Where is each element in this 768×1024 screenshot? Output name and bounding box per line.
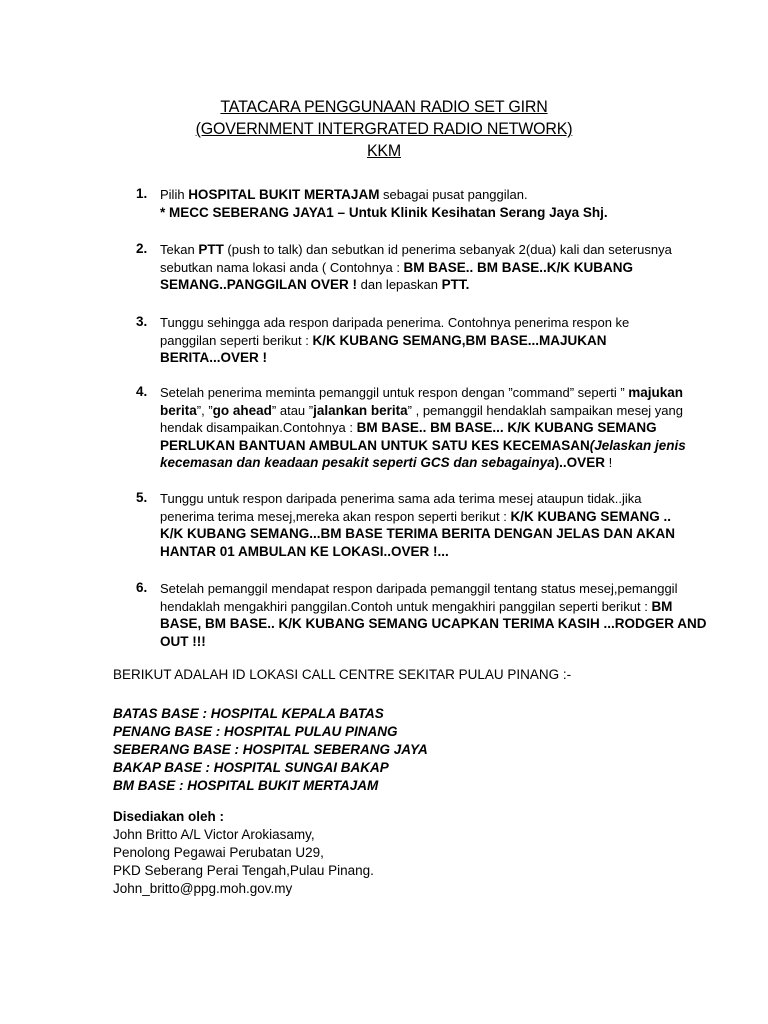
document-title	[23, 96, 745, 162]
step-text	[160, 186, 658, 221]
text-run: ” atau ”	[271, 402, 314, 418]
text-run: panggilan seperti berikut :	[160, 332, 313, 348]
list-item: BM BASE : HOSPITAL BUKIT MERTAJAM	[113, 778, 379, 793]
author-name: John Britto A/L Victor Arokiasamy,	[113, 827, 315, 842]
text-run: BASE, BM BASE.. K/K KUBANG SEMANG UCAPKAN TERIMA KASIH ...RODGER AND	[160, 616, 707, 631]
text-run: * MECC SEBERANG JAYA1 – Untuk Klinik Kesihatan Serang Jaya Shj.	[160, 204, 608, 220]
text-run: Tunggu sehingga ada respon daripada penerima. Contohnya penerima respon ke	[160, 315, 630, 330]
text-run: hendaklah mengakhiri panggilan.Contoh untuk mengakhiri panggilan seperti berikut :	[160, 598, 652, 614]
title-line-1: TATACARA PENGGUNAAN RADIO SET GIRN	[220, 97, 548, 116]
text-run: BERITA...OVER !	[160, 350, 268, 365]
step-number: 4.	[136, 384, 148, 399]
text-run: dan lepaskan	[357, 277, 442, 292]
step-text	[160, 241, 672, 294]
text-run: PTT	[198, 242, 224, 257]
text-run: ”, ”	[196, 402, 213, 418]
text-run: !	[604, 455, 613, 470]
text-run: Pilih	[160, 187, 189, 202]
text-run: Setelah penerima meminta pemanggil untuk respon dengan ”command” seperti ”	[160, 385, 629, 400]
credits-block	[113, 808, 374, 898]
text-run: K/K KUBANG SEMANG...BM BASE TERIMA BERITA DENGAN JELAS DAN AKAN	[160, 526, 676, 541]
step-number: 2.	[136, 241, 148, 256]
list-item: PENANG BASE : HOSPITAL PULAU PINANG	[113, 724, 398, 739]
text-run: sebutkan nama lokasi anda ( Contohnya :	[160, 259, 404, 275]
text-run: PERLUKAN BANTUAN AMBULAN UNTUK SATU KES KECEMASAN	[160, 437, 590, 453]
step-number: 6.	[136, 580, 148, 595]
step-number: 3.	[136, 314, 148, 329]
text-run: jalankan berita	[313, 402, 408, 418]
author-email: John_britto@ppg.moh.gov.my	[113, 881, 293, 896]
text-run: BM	[651, 598, 673, 614]
title-line-3: KKM	[366, 141, 402, 160]
text-run: K/K KUBANG SEMANG,BM BASE...MAJUKAN	[312, 332, 607, 348]
step-text	[160, 314, 658, 367]
text-run: Tunggu untuk respon daripada penerima sama ada terima mesej ataupun tidak..jika	[160, 491, 642, 506]
step-number: 5.	[136, 490, 148, 505]
step-text	[160, 580, 707, 650]
list-item: BAKAP BASE : HOSPITAL SUNGAI BAKAP	[113, 760, 389, 775]
text-run: K/K KUBANG SEMANG ..	[510, 508, 671, 524]
text-run: berita	[160, 402, 197, 418]
text-run: ” , pemanggil hendaklah sampaikan mesej yang	[407, 402, 683, 418]
text-run: HOSPITAL BUKIT MERTAJAM	[188, 187, 380, 202]
step-number: 1.	[136, 186, 148, 201]
text-run: PTT.	[441, 277, 470, 292]
step-text	[160, 384, 686, 472]
author-office: PKD Seberang Perai Tengah,Pulau Pinang.	[113, 863, 374, 878]
text-run: SEMANG..PANGGILAN OVER !	[160, 277, 358, 292]
text-run: (push to talk) dan sebutkan id penerima sebanyak 2(dua) kali dan seterusnya	[223, 242, 672, 257]
credits-label: Disediakan oleh :	[113, 809, 225, 824]
text-run: BM BASE.. BM BASE..K/K KUBANG	[403, 259, 634, 275]
list-item: SEBERANG BASE : HOSPITAL SEBERANG JAYA	[113, 742, 428, 757]
section-heading: BERIKUT ADALAH ID LOKASI CALL CENTRE SEKITAR PULAU PINANG :-	[113, 667, 572, 682]
title-line-2: (GOVERNMENT INTERGRATED RADIO NETWORK)	[195, 119, 573, 138]
text-run: go ahead	[212, 402, 272, 418]
text-run: Tekan	[160, 242, 199, 257]
step-text	[160, 490, 676, 560]
text-run: hendak disampaikan.Contohnya :	[160, 420, 357, 435]
text-run: )..OVER	[554, 455, 605, 470]
text-run: OUT !!!	[160, 633, 206, 649]
text-run: BM BASE.. BM BASE... K/K KUBANG SEMANG	[356, 420, 657, 435]
list-item: BATAS BASE : HOSPITAL KEPALA BATAS	[113, 706, 384, 721]
text-run: kecemasan dan keadaan pesakit seperti GCS dan sebagainya	[160, 455, 555, 470]
author-position: Penolong Pegawai Perubatan U29,	[113, 845, 324, 860]
text-run: majukan	[628, 385, 684, 400]
text-run: sebagai pusat panggilan.	[379, 187, 528, 202]
location-list	[113, 705, 428, 795]
text-run: HANTAR 01 AMBULAN KE LOKASI..OVER !...	[160, 543, 449, 559]
text-run: penerima terima mesej,mereka akan respon seperti berikut :	[160, 508, 511, 524]
text-run: Setelah pemanggil mendapat respon daripada pemanggil tentang status mesej,pemanggil	[160, 581, 678, 596]
text-run: (Jelaskan jenis	[589, 437, 686, 453]
